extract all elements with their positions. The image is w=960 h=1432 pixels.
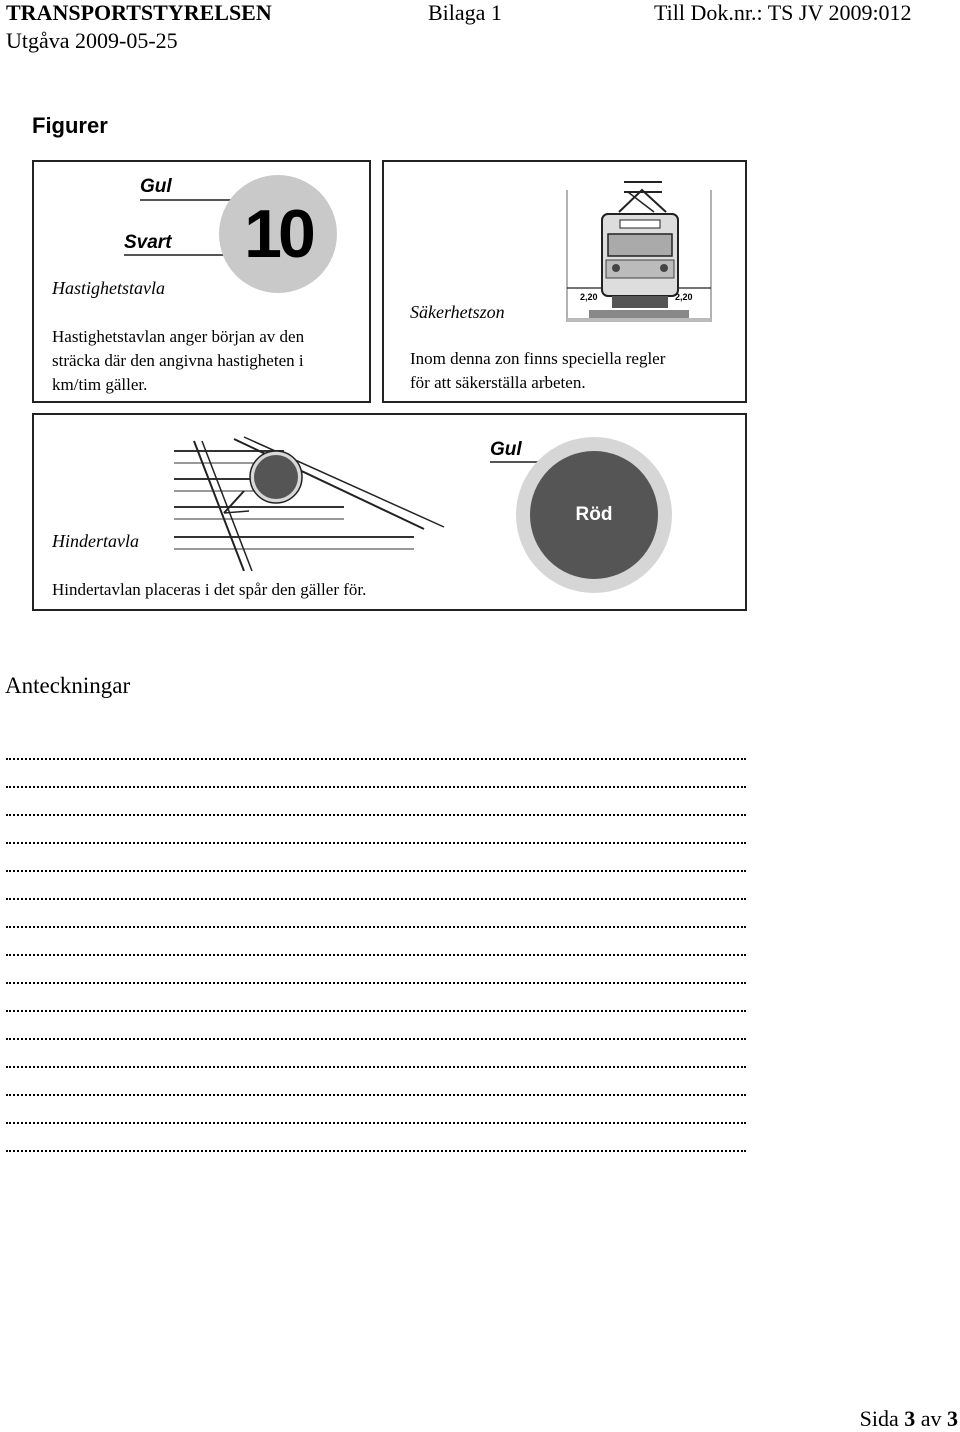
obstacle-sign-icon [516,437,672,593]
note-line [6,900,746,928]
note-line [6,984,746,1012]
page-prefix: Sida [859,1406,899,1431]
total-pages: 3 [947,1406,958,1431]
description-line: km/tim gäller. [52,375,148,394]
speed-sign-number: 10 [244,196,312,272]
figure-scan [26,95,761,630]
note-line [6,1012,746,1040]
description-line: Inom denna zon finns speciella regler [410,349,666,368]
notes-title: Anteckningar [5,673,131,698]
leader-line [124,254,229,256]
dimension-left: 2,20 [580,292,598,302]
description-line: för att säkerställa arbeten. [410,373,586,392]
notes-lines [6,732,746,1152]
speed-sign-black-label: Svart [124,232,172,253]
safety-zone-description [410,347,665,395]
speed-sign-yellow-label: Gul [140,176,172,197]
description-line: Hastighetstavlan anger början av den [52,327,305,346]
note-line [6,872,746,900]
note-line [6,1068,746,1096]
note-line [6,956,746,984]
note-line [6,1096,746,1124]
note-line [6,788,746,816]
current-page: 3 [904,1406,916,1431]
obstacle-sign-description: Hindertavlan placeras i det spår den gäller för. [52,580,367,599]
dimension-right: 2,20 [675,292,693,302]
obstacle-sign-red-label: Röd [575,504,613,525]
obstacle-sign-yellow-label: Gul [490,439,522,460]
obstacle-sign-inner [530,451,658,579]
note-line [6,732,746,760]
note-line [6,816,746,844]
speed-sign-icon [219,175,337,293]
description-line: sträcka där den angivna hastigheten i [52,351,304,370]
figure-title: Figurer [32,113,108,138]
edition-date: Utgåva 2009-05-25 [6,28,178,53]
safety-zone-panel [382,160,747,403]
note-line [6,928,746,956]
obstacle-sign-panel [32,413,747,611]
speed-sign-panel [32,160,371,403]
note-line [6,1124,746,1152]
track-illustration-icon [164,431,464,571]
safety-zone-name: Säkerhetszon [410,302,505,322]
speed-sign-name: Hastighetstavla [52,278,165,298]
obstacle-sign-name: Hindertavla [52,531,139,551]
note-line [6,760,746,788]
page-middle: av [920,1406,942,1431]
note-line [6,844,746,872]
document-reference: Till Dok.nr.: TS JV 2009:012 [654,0,912,25]
organization-name: TRANSPORTSTYRELSEN [6,0,272,25]
speed-sign-description [52,325,304,397]
appendix-label: Bilaga 1 [428,0,502,25]
page-number [860,1406,958,1432]
note-line [6,1040,746,1068]
